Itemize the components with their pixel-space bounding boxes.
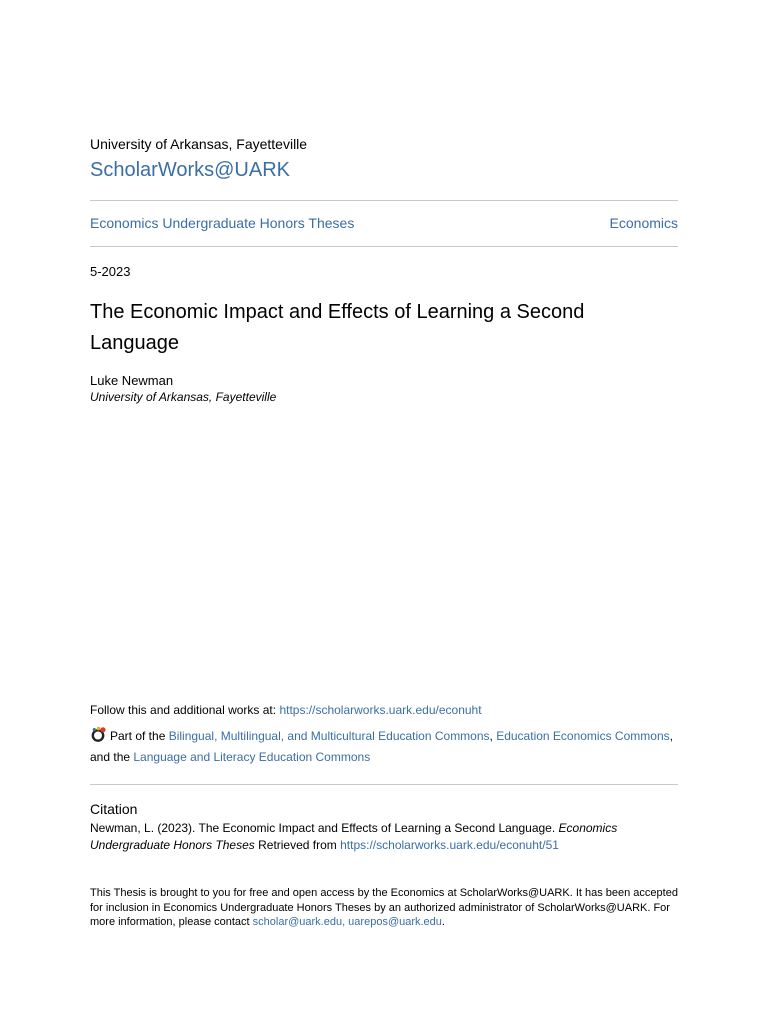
commons-separator-1: , xyxy=(489,729,497,743)
series-link[interactable]: Economics Undergraduate Honors Theses xyxy=(90,215,355,231)
divider-header-bottom xyxy=(90,246,678,247)
citation-series: Economics Undergraduate Honors Theses xyxy=(90,821,618,852)
citation-text: Newman, L. (2023). The Economic Impact and Effects of Learning a Second Language. xyxy=(90,821,559,835)
commons-prefix: Part of the xyxy=(110,729,169,743)
site-name-link[interactable]: ScholarWorks@UARK xyxy=(90,159,290,181)
thesis-date: 5-2023 xyxy=(90,264,131,279)
citation-body xyxy=(90,820,678,854)
commons-separator-2: , and the xyxy=(90,729,673,764)
commons-link-education-economics[interactable]: Education Economics Commons xyxy=(496,729,670,743)
institution-name: University of Arkansas, Fayetteville xyxy=(90,136,308,152)
divider-top xyxy=(90,200,678,201)
access-notice xyxy=(90,886,678,930)
divider-citation xyxy=(90,784,678,785)
department-link[interactable]: Economics xyxy=(609,215,678,231)
citation-heading: Citation xyxy=(90,801,138,817)
follow-url-link[interactable]: https://scholarworks.uark.edu/econuht xyxy=(279,703,482,717)
commons-link-language-literacy[interactable]: Language and Literacy Education Commons xyxy=(133,750,371,764)
notice-end: . xyxy=(441,916,445,928)
author-affiliation: University of Arkansas, Fayetteville xyxy=(90,390,277,404)
commons-link-bilingual[interactable]: Bilingual, Multilingual, and Multicultural Education Commons xyxy=(168,729,490,743)
cover-page xyxy=(90,0,678,1024)
citation-retrieved: Retrieved from xyxy=(254,838,341,852)
contact-email-link[interactable]: scholar@uark.edu, uarepos@uark.edu xyxy=(252,916,442,928)
commons-line xyxy=(90,726,678,768)
citation-url-link[interactable]: https://scholarworks.uark.edu/econuht/51 xyxy=(340,838,559,852)
follow-line xyxy=(90,703,482,718)
notice-text: This Thesis is brought to you for free and open access by the Economics at ScholarWorks@UARK. It has been accepted for inclusion in Economics Undergraduate Honors Theses by an authorized administrator of ScholarWorks@UARK. For more information, please contact xyxy=(90,887,678,928)
follow-prefix: Follow this and additional works at: xyxy=(90,703,280,717)
thesis-title: The Economic Impact and Effects of Learning a Second Language xyxy=(90,301,585,354)
network-icon xyxy=(90,726,107,743)
author-name: Luke Newman xyxy=(90,373,174,388)
